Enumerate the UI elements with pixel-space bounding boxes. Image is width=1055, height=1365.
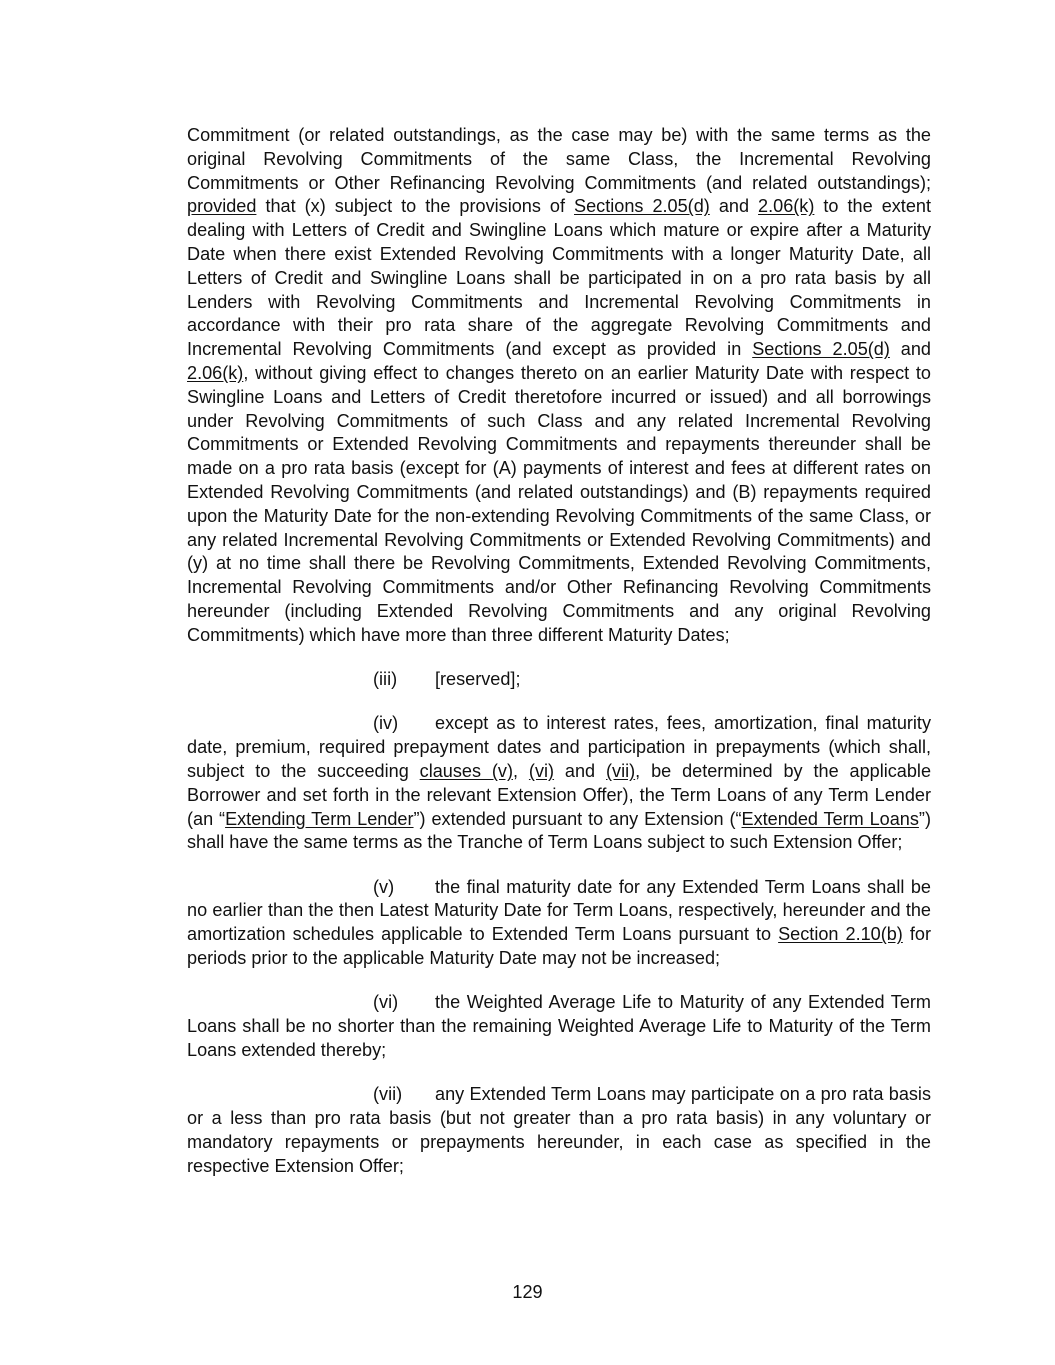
- clause-v: [187, 876, 931, 971]
- text-segment: ,: [513, 760, 529, 781]
- section-reference: Sections 2.05(d): [752, 339, 890, 360]
- text-segment: for periods prior to the applicable Maturity Date may not be increased;: [187, 924, 931, 968]
- clause-iv: [187, 712, 931, 855]
- text-segment: and: [889, 339, 932, 360]
- defined-term: Extending Term Lender: [225, 808, 414, 829]
- defined-term-provided: provided: [187, 196, 257, 217]
- clause-vi: [187, 991, 931, 1062]
- clause-iii: [187, 668, 931, 692]
- clause-label: (iii): [373, 669, 398, 690]
- defined-term: Extended Term Loans: [741, 808, 919, 829]
- clause-label: (v): [373, 876, 395, 897]
- text-segment: ”) shall have the same terms as the Tranche of Term Loans subject to such Extension Offer;: [187, 808, 931, 853]
- text-segment: ”) extended pursuant to any Extension (“: [413, 808, 742, 829]
- text-segment: the final maturity date for any Extended Term Loans shall be no earlier than the then Latest Maturity Date for Term Loans, respectively, hereunder and the amortization schedules applicable to Extended Term Loans pursuant to: [187, 876, 931, 945]
- section-reference: 2.06(k): [187, 362, 244, 383]
- clause-reference: (vi): [528, 760, 555, 781]
- paragraph-continuation: [187, 124, 931, 648]
- page-number: 129: [512, 1282, 543, 1302]
- text-segment: to the extent dealing with Letters of Credit and Swingline Loans which mature or expire after a Maturity Date when there exist Extended Revolving Commitments with a longer Maturity Date, all Letters of Credit and Swingline Loans shall be participated in on a pro rata basis by all Lenders with Revolving Commitments and Incremental Revolving Commitments in accordance with their pro rata share of the aggregate Revolving Commitments and Incremental Revolving Commitments (and except as provided in: [187, 196, 931, 360]
- text-segment: any Extended Term Loans may participate on a pro rata basis or a less than pro rata basis (but not greater than a pro rata basis) in any voluntary or mandatory repayments or prepayments hereunder, in each case as specified in the respective Extension Offer;: [187, 1084, 931, 1176]
- clause-reference: clauses (v): [419, 760, 513, 781]
- clause-label: (iv): [373, 713, 399, 734]
- text-segment: the Weighted Average Life to Maturity of any Extended Term Loans shall be no shorter than the remaining Weighted Average Life to Maturity of the Term Loans extended thereby;: [187, 992, 931, 1060]
- clause-label: (vi): [373, 992, 399, 1013]
- section-reference: 2.06(k): [758, 196, 815, 217]
- text-segment: Commitment (or related outstandings, as the case may be) with the same terms as the original Revolving Commitments of the same Class, the Incremental Revolving Commitments or Other Refinancing Revolving Commitments (and related outstandings);: [187, 125, 931, 193]
- text-segment: , be determined by the applicable Borrower and set forth in the relevant Extension Offer), the Term Loans of any Term Lender (an “: [187, 760, 932, 829]
- clause-label: (vii): [373, 1084, 403, 1105]
- document-body: [187, 124, 931, 1178]
- text-segment: that (x) subject to the provisions of: [256, 196, 575, 217]
- text-segment: , without giving effect to changes thereto on an earlier Maturity Date with respect to Swingline Loans and Letters of Credit theretofore incurred or issued) and all borrowings under Revolving Commitments of such Class and any related Incremental Revolving Commitments or Extended Revolving Commitments and repayments thereunder shall be made on a pro rata basis (except for (A) payments of interest and fees at different rates on Extended Revolving Commitments (and related outstandings) and (B) repayments required upon the Maturity Date for the non-extending Revolving Commitments of the same Class, or any related Incremental Revolving Commitments or Extended Revolving Commitments) and (y) at no time shall there be Revolving Commitments, Extended Revolving Commitments, Incremental Revolving Commitments and/or Other Refinancing Revolving Commitments hereunder (including Extended Revolving Commitments and any original Revolving Commitments) which have more than three different Maturity Dates;: [187, 362, 931, 645]
- section-reference: Section 2.10(b): [778, 924, 903, 945]
- text-segment: and: [554, 760, 607, 781]
- clause-reference: (vii): [606, 760, 636, 781]
- text-segment: [reserved];: [435, 669, 521, 690]
- text-segment: except as to interest rates, fees, amortization, final maturity date, premium, required prepayment dates and participation in prepayments (which shall, subject to the succeeding: [187, 713, 931, 781]
- section-reference: Sections 2.05(d): [574, 196, 710, 217]
- text-segment: and: [709, 196, 759, 217]
- clause-vii: [187, 1083, 931, 1178]
